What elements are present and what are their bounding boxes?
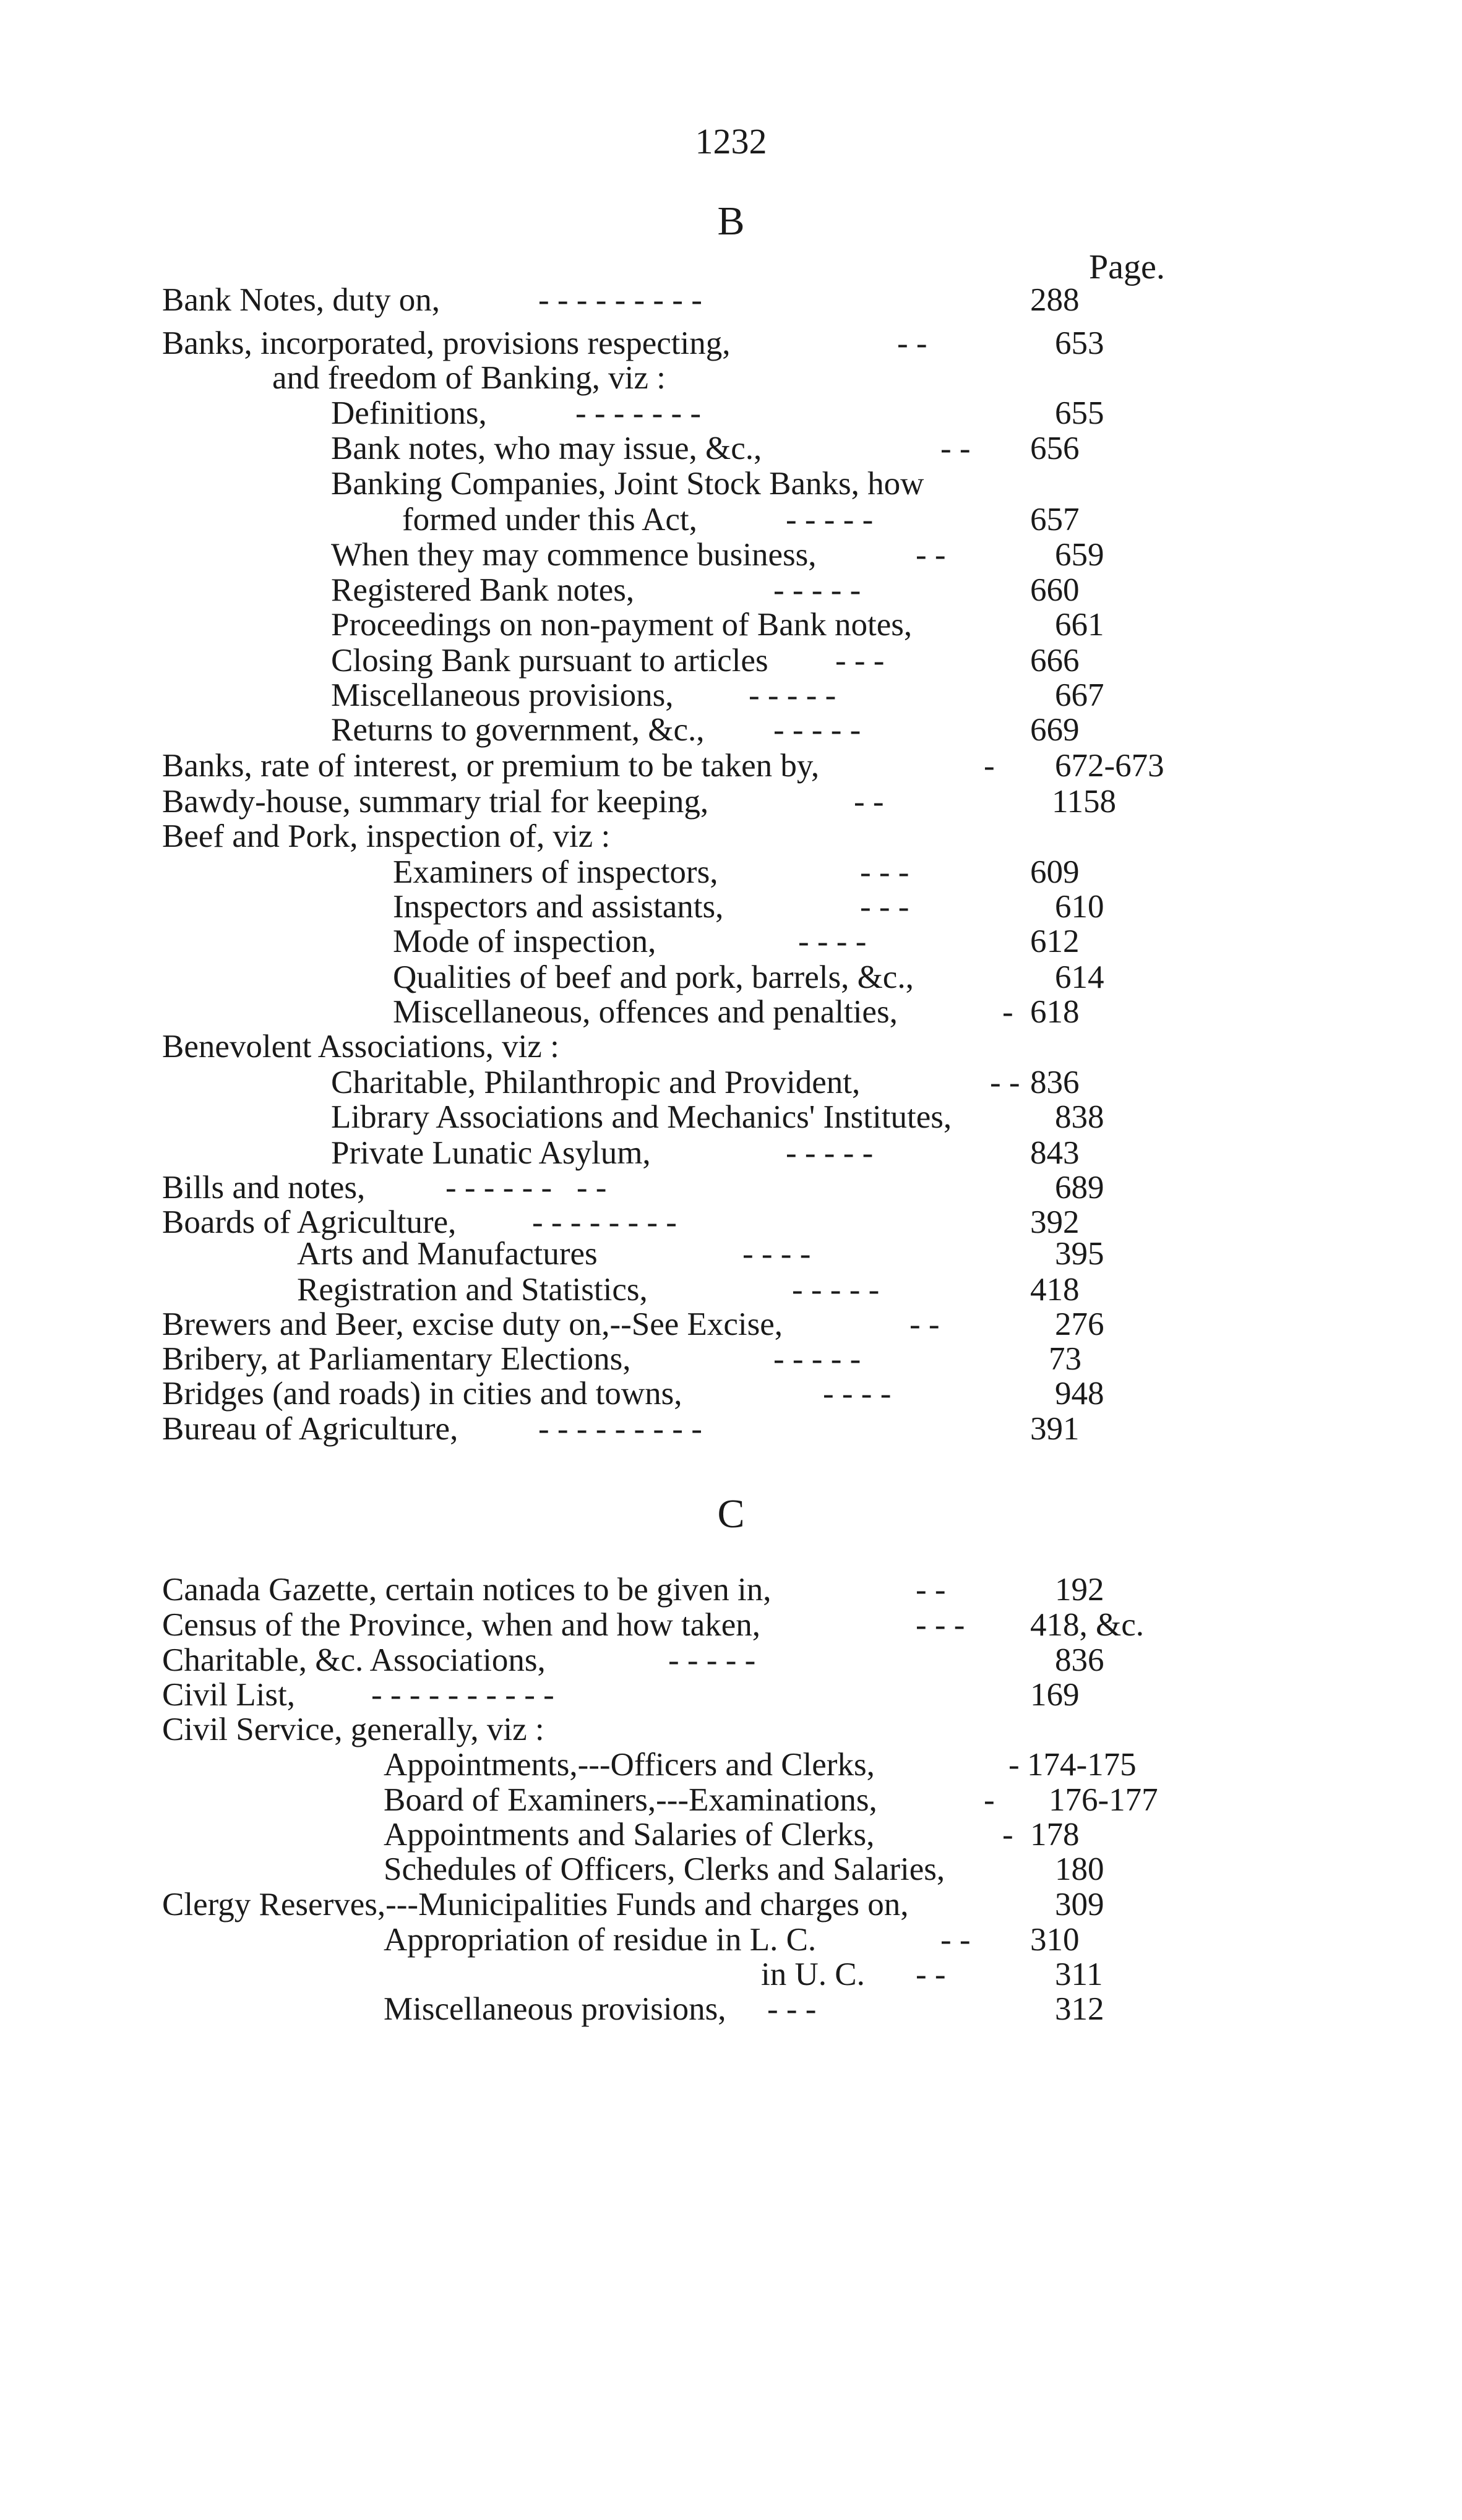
entry-text: Beef and Pork, inspection of, viz : bbox=[162, 818, 611, 854]
dot-leader: - - - bbox=[916, 1607, 965, 1643]
page-reference: 395 bbox=[1055, 1236, 1104, 1272]
entry-text: When they may commence business, bbox=[331, 537, 817, 573]
index-entry bbox=[0, 642, 1462, 679]
section-letter-b: B bbox=[717, 199, 745, 244]
entry-text: Board of Examiners,---Examinations, bbox=[384, 1782, 877, 1818]
page-reference: 418 bbox=[1030, 1272, 1080, 1308]
page-reference: 612 bbox=[1030, 924, 1080, 959]
entry-text: Miscellaneous, offences and penalties, bbox=[393, 994, 898, 1030]
index-entry bbox=[0, 1921, 1462, 1958]
page-reference: 1158 bbox=[1052, 784, 1117, 820]
index-entry bbox=[0, 1375, 1462, 1412]
page-reference: 391 bbox=[1030, 1411, 1080, 1447]
dot-leader: - - - - bbox=[742, 1236, 811, 1272]
index-entry bbox=[0, 1851, 1462, 1888]
page-reference: 310 bbox=[1030, 1922, 1080, 1958]
entry-text: Definitions, bbox=[331, 395, 487, 431]
index-entry bbox=[0, 993, 1462, 1031]
page-reference: 669 bbox=[1030, 712, 1080, 748]
dot-leader: - - bbox=[897, 325, 927, 361]
entry-text: Boards of Agriculture, bbox=[162, 1204, 457, 1240]
dot-leader: - - - - bbox=[823, 1376, 892, 1412]
dot-leader: - - bbox=[854, 784, 884, 820]
page-reference: 614 bbox=[1055, 959, 1104, 995]
entry-text: Bawdy-house, summary trial for keeping, bbox=[162, 784, 709, 820]
index-entry bbox=[0, 1642, 1462, 1679]
dot-leader: - - bbox=[940, 431, 971, 466]
page-reference: 838 bbox=[1055, 1099, 1104, 1135]
page-reference: 418, &c. bbox=[1030, 1607, 1144, 1643]
dot-leader: - bbox=[984, 1782, 995, 1818]
entry-text: in U. C. bbox=[761, 1956, 865, 1992]
page-reference: 73 bbox=[1049, 1341, 1081, 1377]
entry-text: Charitable, Philanthropic and Provident, bbox=[331, 1065, 861, 1100]
dot-leader: - - - - - bbox=[773, 712, 861, 748]
dot-leader: - - - - bbox=[798, 924, 867, 959]
dot-leader: - bbox=[1002, 994, 1013, 1030]
page-reference: 659 bbox=[1055, 537, 1104, 573]
entry-text: Bureau of Agriculture, bbox=[162, 1411, 458, 1447]
dot-leader: - bbox=[1008, 1747, 1020, 1783]
page-reference: 655 bbox=[1055, 395, 1104, 431]
entry-text: Canada Gazette, certain notices to be given in, bbox=[162, 1572, 772, 1608]
entry-text: Charitable, &c. Associations, bbox=[162, 1642, 546, 1678]
dot-leader: - - bbox=[990, 1065, 1020, 1100]
index-entry bbox=[0, 1235, 1462, 1272]
dot-leader: - - - - - bbox=[786, 1135, 874, 1171]
index-entry bbox=[0, 1606, 1462, 1644]
entry-text: and freedom of Banking, viz : bbox=[272, 360, 666, 396]
page-reference: 689 bbox=[1055, 1170, 1104, 1206]
index-entry bbox=[0, 1676, 1462, 1713]
entry-text: Bridges (and roads) in cities and towns, bbox=[162, 1376, 682, 1412]
section-letter-c: C bbox=[717, 1491, 745, 1536]
page-reference: 180 bbox=[1055, 1851, 1104, 1887]
page-reference: 948 bbox=[1055, 1376, 1104, 1412]
index-entry bbox=[0, 923, 1462, 960]
index-entry bbox=[0, 783, 1462, 820]
entry-text: Inspectors and assistants, bbox=[393, 889, 724, 925]
page-reference: 618 bbox=[1030, 994, 1080, 1030]
page-reference: 610 bbox=[1055, 889, 1104, 925]
page-reference: 836 bbox=[1030, 1065, 1080, 1100]
index-entry bbox=[0, 1064, 1462, 1101]
index-entry bbox=[0, 1099, 1462, 1136]
entry-text: Miscellaneous provisions, bbox=[331, 677, 674, 713]
entry-text: Civil List, bbox=[162, 1677, 295, 1713]
page-reference: 288 bbox=[1030, 282, 1080, 318]
index-entry bbox=[0, 572, 1462, 609]
index-entry bbox=[0, 1410, 1462, 1447]
entry-text: Civil Service, generally, viz : bbox=[162, 1712, 544, 1747]
index-entry bbox=[0, 1991, 1462, 2028]
dot-leader: - - - bbox=[860, 889, 909, 925]
page-reference: 192 bbox=[1055, 1572, 1104, 1608]
dot-leader: - - - - - bbox=[786, 502, 874, 538]
index-entry bbox=[0, 888, 1462, 925]
dot-leader: - - - - - - - - bbox=[532, 1204, 677, 1240]
page-reference: 656 bbox=[1030, 431, 1080, 466]
entry-text: Bank notes, who may issue, &c., bbox=[331, 431, 762, 466]
index-entry bbox=[0, 359, 1462, 396]
index-entry bbox=[0, 1956, 1462, 1993]
index-entry bbox=[0, 325, 1462, 362]
page-reference: 666 bbox=[1030, 643, 1080, 679]
entry-text: Bribery, at Parliamentary Elections, bbox=[162, 1341, 631, 1377]
entry-text: Closing Bank pursuant to articles bbox=[331, 643, 768, 679]
page-reference: 843 bbox=[1030, 1135, 1080, 1171]
page-reference: 176-177 bbox=[1049, 1782, 1158, 1818]
dot-leader: - - - - - - - - - - bbox=[371, 1677, 554, 1713]
index-entry bbox=[0, 1571, 1462, 1608]
index-entry bbox=[0, 536, 1462, 573]
index-entry bbox=[0, 747, 1462, 784]
entry-text: Proceedings on non-payment of Bank notes, bbox=[331, 607, 913, 643]
index-entry bbox=[0, 1781, 1462, 1819]
dot-leader: - - - - - - - - - bbox=[538, 1411, 702, 1447]
entry-text: Qualities of beef and pork, barrels, &c., bbox=[393, 959, 914, 995]
page-reference: 836 bbox=[1055, 1642, 1104, 1678]
entry-text: Appointments,---Officers and Clerks, bbox=[384, 1747, 875, 1783]
dot-leader: - - bbox=[916, 1572, 946, 1608]
entry-text: Arts and Manufactures bbox=[297, 1236, 598, 1272]
index-entry bbox=[0, 606, 1462, 643]
page-reference: 672-673 bbox=[1055, 748, 1164, 784]
entry-text: Appointments and Salaries of Clerks, bbox=[384, 1817, 875, 1853]
entry-text: Appropriation of residue in L. C. bbox=[384, 1922, 817, 1958]
dot-leader: - - - bbox=[860, 854, 909, 890]
page-reference: 309 bbox=[1055, 1887, 1104, 1922]
dot-leader: - - - - - bbox=[773, 1341, 861, 1377]
page-reference: 661 bbox=[1055, 607, 1104, 643]
index-entry bbox=[0, 1271, 1462, 1308]
entry-text: Miscellaneous provisions, bbox=[384, 1991, 726, 2027]
entry-text: Mode of inspection, bbox=[393, 924, 656, 959]
page-reference: 312 bbox=[1055, 1991, 1104, 2027]
index-entry bbox=[0, 430, 1462, 467]
index-entry bbox=[0, 818, 1462, 855]
entry-text: Returns to government, &c., bbox=[331, 712, 705, 748]
dot-leader: - - - - - bbox=[773, 572, 861, 608]
index-entry bbox=[0, 395, 1462, 432]
dot-leader: - - - - - bbox=[792, 1272, 880, 1308]
dot-leader: - - bbox=[916, 537, 946, 573]
page-reference: 667 bbox=[1055, 677, 1104, 713]
index-entry bbox=[0, 1746, 1462, 1783]
dot-leader: - - - - - bbox=[749, 677, 836, 713]
index-entry bbox=[0, 465, 1462, 502]
index-entry bbox=[0, 1816, 1462, 1853]
entry-text: Registration and Statistics, bbox=[297, 1272, 648, 1308]
index-entry bbox=[0, 1028, 1462, 1065]
entry-text: Banks, rate of interest, or premium to be taken by, bbox=[162, 748, 820, 784]
entry-text: Schedules of Officers, Clerks and Salaries, bbox=[384, 1851, 945, 1887]
entry-text: Private Lunatic Asylum, bbox=[331, 1135, 651, 1171]
page-reference: 169 bbox=[1030, 1677, 1080, 1713]
entry-text: Census of the Province, when and how taken, bbox=[162, 1607, 761, 1643]
entry-text: Library Associations and Mechanics' Institutes, bbox=[331, 1099, 952, 1135]
page-reference: 174-175 bbox=[1027, 1747, 1137, 1783]
dot-leader: - - - bbox=[835, 643, 885, 679]
dot-leader: - - - - - - - - - bbox=[538, 282, 702, 318]
dot-leader: - - bbox=[940, 1922, 971, 1958]
entry-text: Clergy Reserves,---Municipalities Funds and charges on, bbox=[162, 1887, 909, 1922]
dot-leader: - - - - - - - bbox=[575, 395, 702, 431]
entry-text: formed under this Act, bbox=[402, 502, 697, 538]
index-entry bbox=[0, 501, 1462, 538]
dot-leader: - - - bbox=[767, 1991, 817, 2027]
page-reference: 660 bbox=[1030, 572, 1080, 608]
entry-text: Brewers and Beer, excise duty on,--See Excise, bbox=[162, 1306, 783, 1342]
page-reference: 392 bbox=[1030, 1204, 1080, 1240]
entry-text: Registered Bank notes, bbox=[331, 572, 635, 608]
entry-text: Banks, incorporated, provisions respecting, bbox=[162, 325, 731, 361]
dot-leader: - bbox=[984, 748, 995, 784]
dot-leader: - - bbox=[909, 1306, 940, 1342]
index-entry bbox=[0, 677, 1462, 714]
index-entry bbox=[0, 1169, 1462, 1206]
page-reference: 609 bbox=[1030, 854, 1080, 890]
page-reference: 276 bbox=[1055, 1306, 1104, 1342]
dot-leader: - - bbox=[916, 1956, 946, 1992]
page-number: 1232 bbox=[695, 121, 767, 161]
index-entry bbox=[0, 281, 1462, 319]
entry-text: Banking Companies, Joint Stock Banks, how bbox=[331, 466, 924, 502]
index-entry bbox=[0, 711, 1462, 748]
page-reference: 178 bbox=[1030, 1817, 1080, 1853]
index-entry bbox=[0, 1134, 1462, 1172]
dot-leader: - - - - - - - - bbox=[445, 1170, 607, 1206]
index-entry bbox=[0, 1340, 1462, 1378]
index-entry bbox=[0, 1306, 1462, 1343]
entry-text: Bills and notes, bbox=[162, 1170, 366, 1206]
page-reference: 653 bbox=[1055, 325, 1104, 361]
dot-leader: - - - - - bbox=[668, 1642, 756, 1678]
entry-text: Benevolent Associations, viz : bbox=[162, 1029, 559, 1065]
page-reference: 311 bbox=[1055, 1956, 1103, 1992]
entry-text: Bank Notes, duty on, bbox=[162, 282, 440, 318]
index-entry bbox=[0, 959, 1462, 996]
page-column-header: Page. bbox=[1089, 248, 1165, 286]
page-reference: 657 bbox=[1030, 502, 1080, 538]
index-entry bbox=[0, 854, 1462, 891]
entry-text: Examiners of inspectors, bbox=[393, 854, 718, 890]
index-entry bbox=[0, 1711, 1462, 1748]
index-entry bbox=[0, 1886, 1462, 1923]
dot-leader: - bbox=[1002, 1817, 1013, 1853]
